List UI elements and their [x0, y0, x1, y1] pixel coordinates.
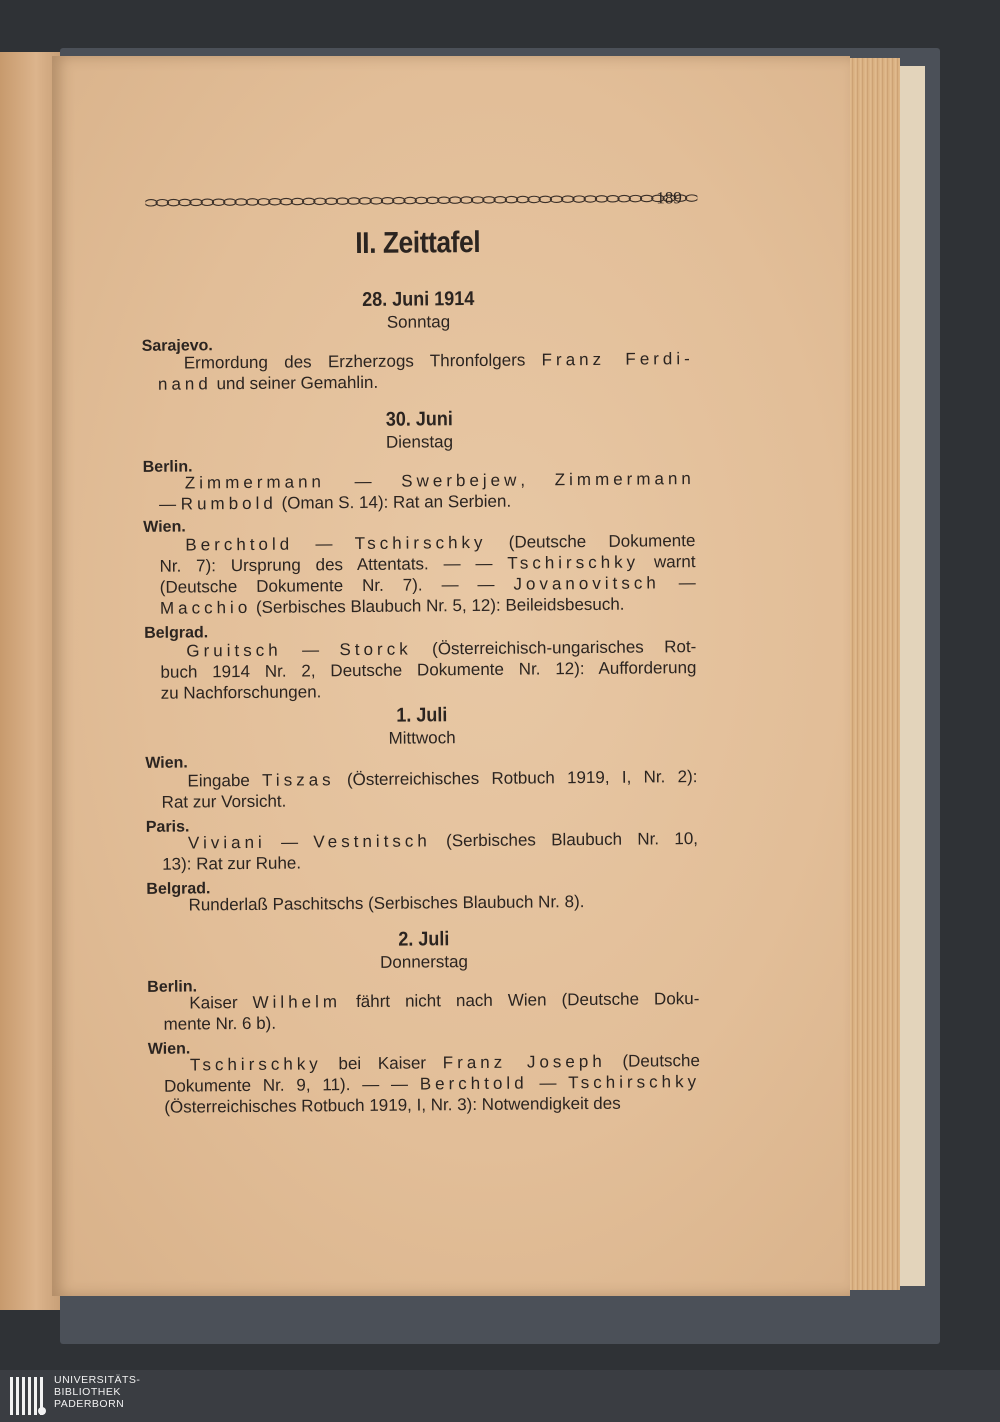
text-run: —	[527, 1073, 569, 1093]
text-run: (Österreichisch-ungarisches Rot-	[411, 637, 697, 659]
spaced-name: Zimmermann	[554, 469, 695, 490]
ornament-link	[235, 199, 248, 206]
entry-line	[161, 678, 697, 704]
entry-text	[159, 468, 695, 515]
spaced-name: Tiszas	[262, 770, 335, 790]
ornament-link	[528, 196, 541, 203]
entry-line	[158, 369, 694, 395]
ornament-link	[201, 199, 214, 206]
spaced-name: Viviani	[187, 832, 266, 853]
day-date: 30. Juni	[385, 408, 453, 431]
text-run: Eingabe	[187, 770, 263, 791]
place-heading: Berlin.	[147, 978, 198, 996]
spaced-name: Gruitsch	[186, 640, 282, 661]
spaced-name: Tschirschky	[354, 532, 487, 554]
spaced-name: Jovanovitsch	[513, 573, 660, 594]
text-run: 13): Rat zur Ruhe.	[162, 853, 302, 874]
spaced-name: Zimmermann	[184, 472, 326, 493]
ornament-link	[348, 198, 361, 205]
ornament-link	[494, 197, 507, 204]
day-weekday: Mittwoch	[388, 728, 456, 748]
text-run: und seiner Gemahlin.	[211, 372, 379, 394]
text-run: —	[324, 471, 402, 492]
ornament-link	[685, 195, 697, 202]
text-run: mente Nr. 6 b).	[163, 1013, 277, 1034]
place-heading: Wien.	[145, 754, 188, 772]
ornament-link	[505, 196, 518, 203]
text-run: Kaiser	[189, 992, 253, 1013]
text-run: —	[281, 640, 340, 660]
ornament-link	[438, 197, 451, 204]
spaced-name: Berchtold	[419, 1073, 528, 1094]
ornament-link	[629, 195, 642, 202]
ornament-link	[156, 199, 169, 206]
ornament-link	[584, 196, 597, 203]
ornament-link	[212, 199, 225, 206]
spaced-name: Berchtold	[185, 534, 294, 555]
ornament-link	[393, 197, 406, 204]
library-name-line: PADERBORN	[54, 1398, 125, 1410]
entry-line	[164, 1092, 700, 1118]
place-heading: Wien.	[147, 1040, 191, 1058]
entry-text	[162, 890, 698, 916]
ornament-link	[145, 200, 157, 207]
header-ornament	[145, 192, 697, 209]
text-run: (Deutsche	[605, 1051, 701, 1071]
place-heading: Paris.	[145, 818, 190, 836]
entry-text	[163, 988, 699, 1035]
spaced-name: Vestnitsch	[313, 831, 431, 852]
entry-line	[160, 593, 696, 619]
day-date: 1. Juli	[396, 704, 448, 727]
entry-text	[162, 828, 698, 875]
spaced-name: Tschirschky	[568, 1072, 701, 1093]
ornament-link	[325, 198, 338, 205]
ornament-link	[562, 196, 575, 203]
spaced-name: Swerbejew	[401, 470, 521, 491]
library-name-line: UNIVERSITÄTS-	[54, 1374, 141, 1386]
book-page	[52, 56, 850, 1296]
ornament-link	[415, 197, 428, 204]
text-run: —	[659, 573, 696, 593]
spaced-name: Franz Joseph	[442, 1051, 606, 1073]
entry-line	[163, 1009, 699, 1035]
place-heading: Belgrad.	[144, 624, 209, 642]
day-weekday: Sonntag	[386, 312, 451, 332]
entry-line	[159, 489, 695, 515]
ornament-link	[224, 199, 237, 206]
spaced-name: Franz Ferdi-	[541, 349, 694, 370]
spaced-name: Macchio	[159, 597, 252, 618]
entry-line	[162, 849, 698, 875]
ornament-link	[449, 197, 462, 204]
ornament-link	[539, 196, 552, 203]
ornament-link	[359, 198, 372, 205]
library-logo-icon	[8, 1375, 48, 1417]
ornament-link	[381, 197, 394, 204]
ornament-link	[471, 197, 484, 204]
ornament-link	[269, 198, 282, 205]
place-heading: Berlin.	[142, 458, 193, 476]
ornament-link	[460, 197, 473, 204]
day-weekday: Dienstag	[385, 432, 454, 452]
ornament-link	[640, 195, 653, 202]
spaced-name: Tschirschky	[189, 1054, 322, 1075]
ornament-link	[517, 196, 530, 203]
ornament-link	[618, 195, 631, 202]
ornament-link	[246, 199, 259, 206]
place-heading: Belgrad.	[146, 880, 211, 898]
text-run: Ermordung des Erzherzogs Thronfolgers	[183, 350, 542, 373]
left-page-edge	[0, 52, 60, 1310]
ornament-link	[426, 197, 439, 204]
text-run: —	[158, 494, 181, 514]
ornament-link	[573, 196, 586, 203]
text-run: Nr. 7): Ursprung des Attentats. — —	[159, 553, 508, 576]
section-title: II. Zeittafel	[355, 225, 481, 261]
text-run: (Österreichisches Rotbuch 1919, I, Nr. 2):	[334, 767, 698, 790]
spaced-name: Tschirschky	[507, 552, 640, 573]
entry-line	[162, 890, 698, 916]
ornament-link	[483, 197, 496, 204]
spaced-name: nand	[157, 374, 212, 394]
ornament-link	[370, 198, 383, 205]
ornament-link	[291, 198, 304, 205]
text-run: (Deutsche Dokumente Nr. 7). — —	[159, 574, 514, 597]
text-run: Dokumente Nr. 9, 11). — —	[164, 1074, 420, 1096]
text-run: bei Kaiser	[321, 1053, 443, 1074]
ornament-link	[595, 196, 608, 203]
text-run: ,	[520, 470, 555, 490]
text-run: (Österreichisches Rotbuch 1919, I, Nr. 3): Notwendigkeit des	[164, 1093, 621, 1117]
page-number: 189	[656, 188, 682, 208]
entry-text	[159, 530, 696, 619]
text-run: (Deutsche Dokumente	[486, 531, 696, 552]
text-run: (Serbisches Blaubuch Nr. 10,	[430, 829, 699, 851]
entry-text	[158, 348, 694, 395]
entry-line	[162, 787, 698, 813]
ornament-link	[167, 199, 180, 206]
ornament-link	[179, 199, 192, 206]
ornament-link	[336, 198, 349, 205]
library-name	[54, 1374, 140, 1410]
ornament-link	[314, 198, 327, 205]
text-run: buch 1914 Nr. 2, Deutsche Dokumente Nr. 12): Aufforderung	[160, 658, 697, 682]
ornament-link	[607, 196, 620, 203]
day-date: 28. Juni 1914	[362, 287, 475, 311]
spaced-name: Storck	[339, 639, 412, 660]
ornament-link	[190, 199, 203, 206]
text-run: warnt	[639, 552, 696, 572]
ornament-link	[257, 199, 270, 206]
text-run: —	[293, 534, 355, 554]
library-name-line: BIBLIOTHEK	[54, 1386, 121, 1398]
place-heading: Sarajevo.	[141, 337, 213, 355]
entry-text	[161, 766, 697, 813]
day-weekday: Donnerstag	[379, 952, 469, 972]
place-heading: Wien.	[143, 518, 186, 536]
text-run: Runderlaß Paschitschs (Serbisches Blaubuch Nr. 8).	[188, 892, 585, 915]
page-content	[52, 56, 850, 1296]
text-run: Rat zur Vorsicht.	[161, 791, 287, 812]
spaced-name: Wilhelm	[252, 992, 342, 1012]
text-run: zu Nachforschungen.	[160, 682, 322, 703]
ornament-link	[550, 196, 563, 203]
ornament-link	[302, 198, 315, 205]
text-run: (Oman S. 14): Rat an Serbien.	[276, 491, 512, 513]
spaced-name: Rumbold	[180, 493, 277, 514]
text-run: fährt nicht nach Wien (Deutsche Doku-	[340, 989, 700, 1012]
text-run: —	[265, 832, 314, 852]
ornament-link	[404, 197, 417, 204]
library-footer	[0, 1370, 1000, 1422]
day-date: 2. Juli	[398, 928, 450, 951]
text-run: (Serbisches Blaubuch Nr. 5, 12): Beileidsbesuch.	[251, 594, 625, 617]
ornament-link	[280, 198, 293, 205]
entry-text	[160, 636, 697, 704]
entry-text	[164, 1050, 701, 1118]
